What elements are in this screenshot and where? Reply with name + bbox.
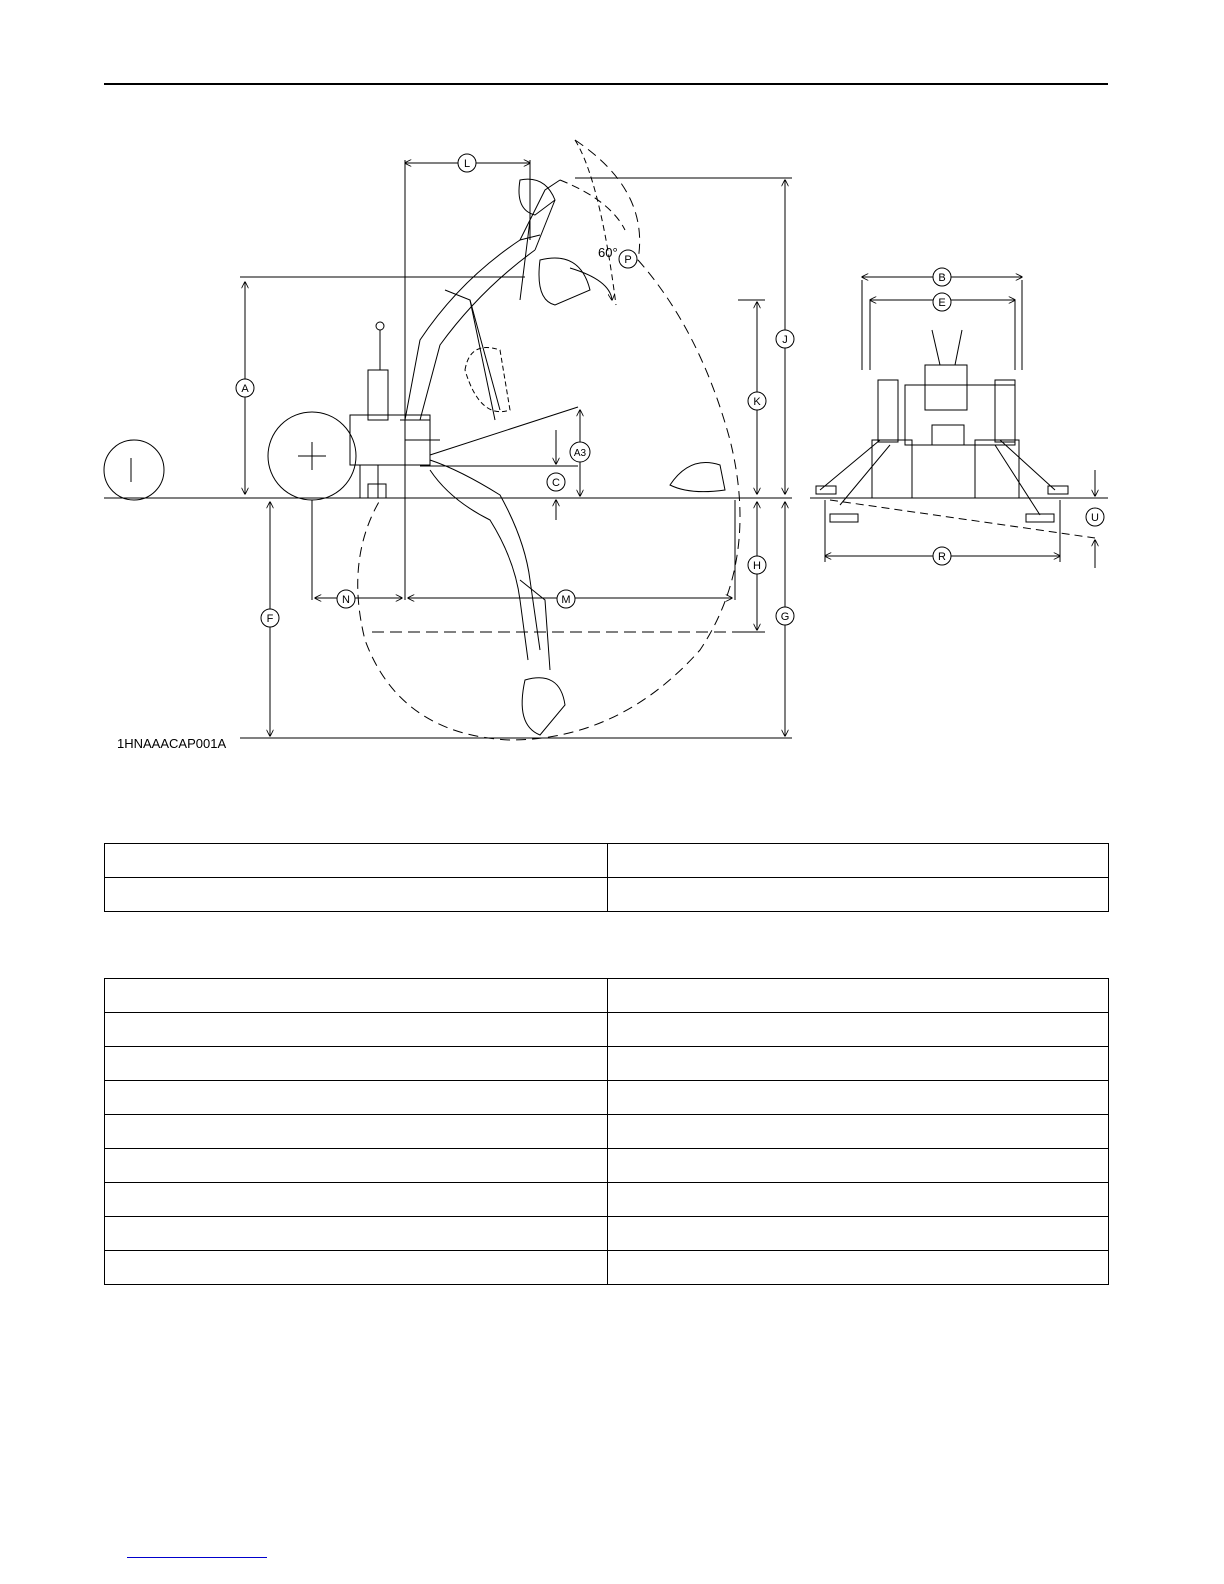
table-row: [105, 878, 1109, 912]
footer-link-underline[interactable]: [127, 1557, 267, 1558]
table-row: [105, 1115, 1109, 1149]
table-cell: [105, 878, 608, 912]
table-row: [105, 1013, 1109, 1047]
table-cell: [608, 1217, 1109, 1251]
table-row: [105, 1047, 1109, 1081]
callout-r: R: [938, 551, 946, 563]
table-cell: [105, 1251, 608, 1285]
callout-j: J: [782, 334, 788, 346]
callout-e: E: [938, 297, 946, 309]
table-cell: [105, 1115, 608, 1149]
table-row: [105, 1081, 1109, 1115]
table-row: [105, 1251, 1109, 1285]
table-cell: [105, 1013, 608, 1047]
table-cell: [105, 1217, 608, 1251]
table-cell: [608, 979, 1109, 1013]
callout-a: A: [241, 383, 249, 395]
callout-u: U: [1091, 512, 1099, 524]
callout-f: F: [266, 613, 274, 625]
callout-h: H: [753, 560, 761, 572]
table-cell: [105, 1183, 608, 1217]
table-cell: [608, 1013, 1109, 1047]
table-cell: [608, 1149, 1109, 1183]
spec-table-bottom: [104, 978, 1109, 1285]
callout-l: L: [463, 158, 471, 170]
table-cell: [105, 1047, 608, 1081]
spec-table-top: [104, 843, 1109, 912]
table-row: [105, 979, 1109, 1013]
table-row: [105, 1183, 1109, 1217]
table-cell: [608, 878, 1109, 912]
callout-k: K: [753, 396, 761, 408]
table-row: [105, 1217, 1109, 1251]
callout-a3: A3: [573, 448, 587, 459]
table-row: [105, 844, 1109, 878]
table-cell: [608, 1183, 1109, 1217]
callout-b: B: [938, 272, 946, 284]
table-cell: [105, 1149, 608, 1183]
table-cell: [105, 844, 608, 878]
callout-m: M: [561, 594, 571, 606]
callout-n: N: [342, 594, 350, 606]
table-cell: [105, 1081, 608, 1115]
table-cell: [608, 1115, 1109, 1149]
table-cell: [608, 844, 1109, 878]
table-row: [105, 1149, 1109, 1183]
callout-g: G: [780, 611, 790, 623]
table-cell: [608, 1081, 1109, 1115]
table-cell: [608, 1047, 1109, 1081]
figure-code: 1HNAAACAP001A: [117, 736, 227, 751]
angle-label: 60°: [598, 245, 618, 260]
table-cell: [608, 1251, 1109, 1285]
table-cell: [105, 979, 608, 1013]
callout-c: C: [552, 477, 560, 489]
callout-p: P: [624, 254, 632, 266]
